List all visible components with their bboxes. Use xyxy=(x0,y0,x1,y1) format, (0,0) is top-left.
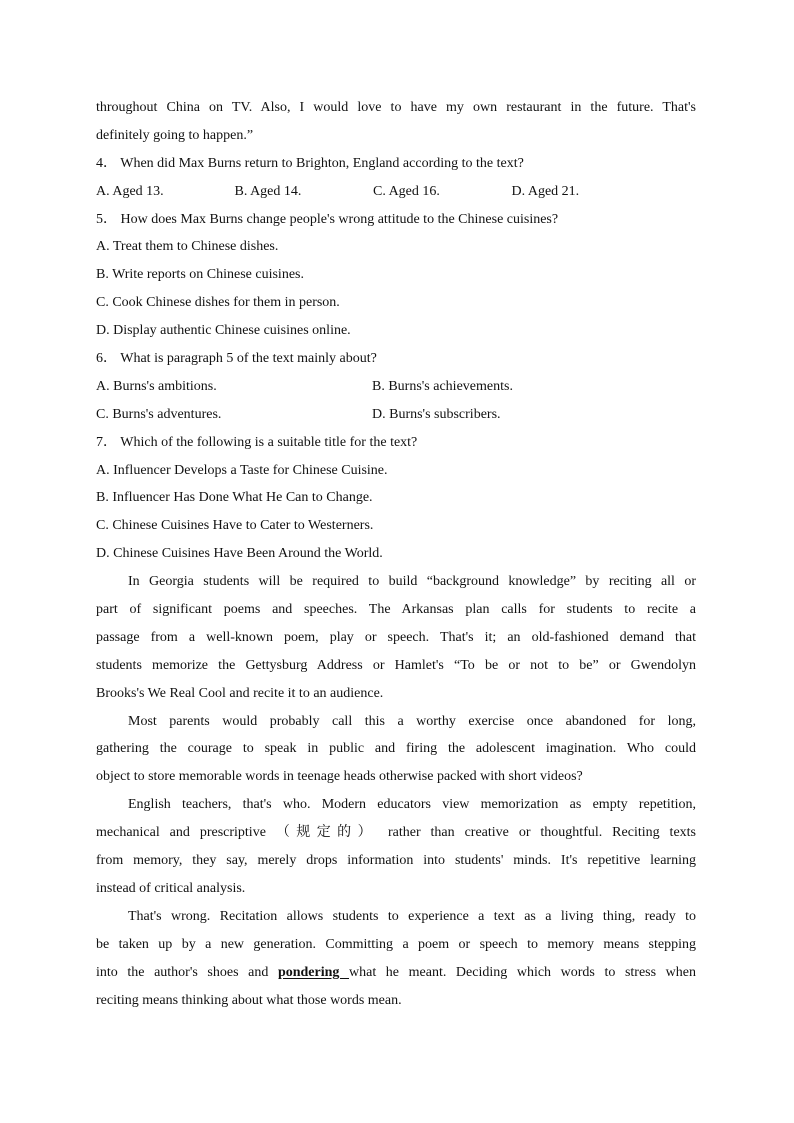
option-b: B. Write reports on Chinese cuisines. xyxy=(96,267,304,283)
option-a: A. Aged 13. xyxy=(96,183,164,199)
continuation-line: definitely going to happen.” xyxy=(96,127,254,143)
passage-line: In Georgia students will be required to build “background knowledge” by reciting all or xyxy=(128,574,696,590)
question-6-stem: 6． What is paragraph 5 of the text mainly about? xyxy=(96,351,377,367)
question-4-options xyxy=(96,178,696,206)
option-c: C. Cook Chinese dishes for them in person. xyxy=(96,295,340,311)
question-6-options-row-1 xyxy=(96,373,696,401)
passage-line: Most parents would probably call this a worthy exercise once abandoned for long, xyxy=(128,713,696,729)
option-a: A. Treat them to Chinese dishes. xyxy=(96,239,279,255)
option-d: D. Burns's subscribers. xyxy=(372,406,501,422)
passage-line: mechanical and prescriptive （规定的） rather than creative or thoughtful. Reciting texts xyxy=(96,825,696,841)
question-6-options-row-2 xyxy=(96,401,696,429)
option-a: A. Influencer Develops a Taste for Chinese Cuisine. xyxy=(96,462,388,478)
document-page xyxy=(96,94,696,1014)
option-c: C. Chinese Cuisines Have to Cater to Westerners. xyxy=(96,518,374,534)
option-d: D. Display authentic Chinese cuisines online. xyxy=(96,323,351,339)
option-a: A. Burns's ambitions. xyxy=(96,378,217,394)
question-7-stem: 7． Which of the following is a suitable title for the text? xyxy=(96,434,418,450)
option-b: B. Burns's achievements. xyxy=(372,378,513,394)
passage-line: reciting means thinking about what those words mean. xyxy=(96,992,402,1008)
passage-line: from memory, they say, merely drops information into students' minds. It's repetitive learning xyxy=(96,853,696,869)
option-d: D. Chinese Cuisines Have Been Around the World. xyxy=(96,546,383,562)
passage-text: what he meant. Deciding which words to stress when xyxy=(349,964,696,980)
passage-line: be taken up by a new generation. Committing a poem or speech to memory means stepping xyxy=(96,936,696,952)
passage-text: into the author's shoes and xyxy=(96,964,278,980)
passage-line: gathering the courage to speak in public and firing the adolescent imagination. Who could xyxy=(96,741,696,757)
passage-line: part of significant poems and speeches. The Arkansas plan calls for students to recite a xyxy=(96,602,696,618)
option-d: D. Aged 21. xyxy=(511,183,580,199)
option-c: C. Aged 16. xyxy=(373,183,440,199)
continuation-line: throughout China on TV. Also, I would love to have my own restaurant in the future. That's xyxy=(96,100,696,115)
passage-line xyxy=(96,959,696,987)
passage-line: passage from a well-known poem, play or speech. That's it; an old-fashioned demand that xyxy=(96,629,696,645)
passage-line: That's wrong. Recitation allows students to experience a text as a living thing, ready to xyxy=(128,908,696,924)
question-4-stem: 4． When did Max Burns return to Brighton, England according to the text? xyxy=(96,155,524,171)
passage-line: Brooks's We Real Cool and recite it to an audience. xyxy=(96,685,384,701)
underlined-keyword: pondering xyxy=(277,964,349,980)
option-b: B. Influencer Has Done What He Can to Change. xyxy=(96,490,373,506)
passage-line: English teachers, that's who. Modern educators view memorization as empty repetition, xyxy=(128,797,696,813)
passage-line: object to store memorable words in teenage heads otherwise packed with short videos? xyxy=(96,769,583,785)
option-c: C. Burns's adventures. xyxy=(96,406,222,422)
passage-line: instead of critical analysis. xyxy=(96,880,246,896)
option-b: B. Aged 14. xyxy=(234,183,302,199)
question-5-stem: 5． How does Max Burns change people's wrong attitude to the Chinese cuisines? xyxy=(96,211,559,227)
passage-line: students memorize the Gettysburg Address or Hamlet's “To be or not to be” or Gwendolyn xyxy=(96,657,696,673)
